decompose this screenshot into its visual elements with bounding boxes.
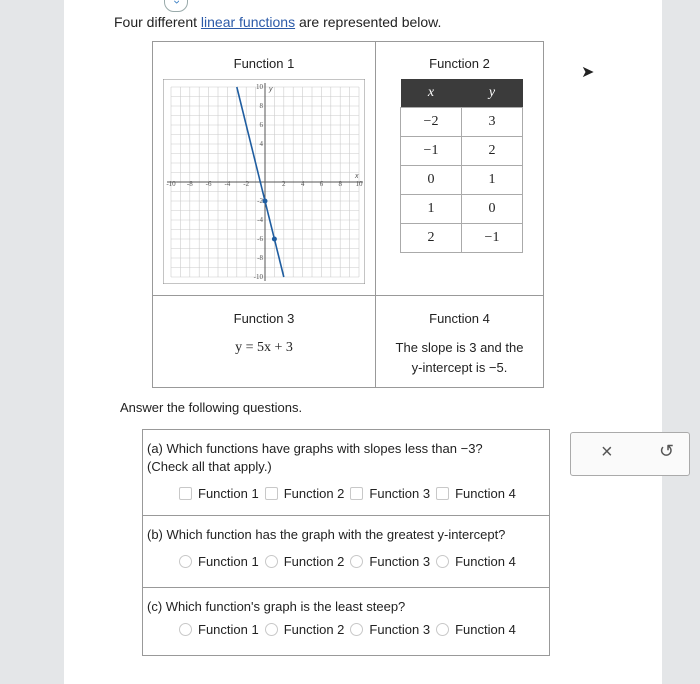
x-tick-label: 6 <box>319 180 324 188</box>
y-axis-label: y <box>269 86 273 93</box>
y-tick-label: -2 <box>257 197 263 205</box>
functions-table <box>152 41 544 388</box>
question-b-text: (b) Which function has the graph with the greatest y-intercept? <box>147 527 506 542</box>
radio-icon[interactable] <box>436 623 449 636</box>
table-row <box>401 137 523 166</box>
function-3-equation: y = 5x + 3 <box>235 340 293 355</box>
checkbox-function-2[interactable] <box>265 486 345 501</box>
question-a-line2: (Check all that apply.) <box>147 459 272 474</box>
question-a-options <box>179 486 522 501</box>
radio-function-1[interactable] <box>179 554 259 569</box>
function-4-cell <box>376 296 543 387</box>
x-tick-label: 4 <box>300 180 305 188</box>
function-3-title: Function 3 <box>233 311 295 326</box>
option-label: Function 3 <box>369 622 431 637</box>
question-a-line1: (a) Which functions have graphs with slopes less than −3? <box>147 441 483 456</box>
y-tick-label: -10 <box>253 273 263 281</box>
y-tick-label: -4 <box>257 216 263 224</box>
mouse-cursor-icon: ➤ <box>581 64 595 81</box>
linear-functions-link[interactable]: linear functions <box>200 14 296 30</box>
x-cell: 2 <box>401 224 462 253</box>
x-tick-label: -4 <box>224 180 231 188</box>
x-cell: −2 <box>401 108 462 137</box>
option-label: Function 4 <box>455 486 516 501</box>
checkbox-function-1[interactable] <box>179 486 259 501</box>
checkbox-icon[interactable] <box>436 487 449 500</box>
x-tick-label: -2 <box>243 180 250 188</box>
answer-actions <box>570 432 690 476</box>
radio-function-4[interactable] <box>436 622 516 637</box>
question-c <box>142 588 550 656</box>
option-label: Function 4 <box>455 622 516 637</box>
x-cell: 0 <box>401 166 462 195</box>
right-margin <box>662 0 700 684</box>
collapse-chevron-icon[interactable]: ‹ <box>164 0 188 12</box>
radio-function-4[interactable] <box>436 554 516 569</box>
x-tick-label: -6 <box>205 180 212 188</box>
option-label: Function 2 <box>283 622 345 637</box>
x-header: x <box>401 79 462 108</box>
radio-function-1[interactable] <box>179 622 259 637</box>
radio-icon[interactable] <box>179 555 192 568</box>
y-tick-label: 4 <box>259 140 263 148</box>
radio-icon[interactable] <box>350 555 363 568</box>
function-2-title: Function 2 <box>429 56 490 71</box>
y-tick-label: 8 <box>259 102 263 110</box>
function-3-cell <box>153 296 376 387</box>
question-a-text <box>147 440 483 476</box>
answer-prompt: Answer the following questions. <box>120 400 303 415</box>
function-4-description <box>376 338 543 378</box>
option-label: Function 2 <box>283 554 345 569</box>
option-label: Function 3 <box>369 486 431 501</box>
question-c-options <box>179 622 522 637</box>
x-tick-label: 8 <box>338 180 342 188</box>
y-tick-label: -6 <box>257 235 263 243</box>
y-cell: −1 <box>462 224 523 253</box>
function-1-graph <box>163 79 365 284</box>
x-tick-label: -8 <box>186 180 193 188</box>
y-tick-label: 10 <box>256 83 263 91</box>
x-tick-label: 10 <box>355 180 363 188</box>
table-row <box>401 224 523 253</box>
function-2-table <box>400 79 523 253</box>
radio-function-2[interactable] <box>265 554 345 569</box>
radio-icon[interactable] <box>179 623 192 636</box>
x-tick-label: 2 <box>282 180 286 188</box>
function-2-cell <box>376 42 543 296</box>
table-row <box>401 166 523 195</box>
function-1-cell <box>153 42 376 296</box>
radio-function-3[interactable] <box>350 622 430 637</box>
radio-function-2[interactable] <box>265 622 345 637</box>
checkbox-icon[interactable] <box>265 487 278 500</box>
function-4-title: Function 4 <box>429 311 490 326</box>
data-point <box>263 199 268 204</box>
question-b-options <box>179 554 522 569</box>
y-cell: 2 <box>462 137 523 166</box>
option-label: Function 2 <box>283 486 345 501</box>
undo-icon[interactable]: ↺ <box>659 441 675 461</box>
checkbox-icon[interactable] <box>350 487 363 500</box>
radio-icon[interactable] <box>350 623 363 636</box>
intro-text <box>114 14 441 30</box>
intro-prefix: Four different <box>114 14 201 30</box>
radio-function-3[interactable] <box>350 554 430 569</box>
y-cell: 3 <box>462 108 523 137</box>
question-b <box>142 516 550 588</box>
y-cell: 0 <box>462 195 523 224</box>
checkbox-function-3[interactable] <box>350 486 430 501</box>
intro-suffix: are represented below. <box>295 14 442 30</box>
x-tick-label: -10 <box>166 180 176 188</box>
y-tick-label: 6 <box>259 121 263 129</box>
clear-icon[interactable]: × <box>601 441 613 463</box>
option-label: Function 4 <box>455 554 516 569</box>
x-cell: −1 <box>401 137 462 166</box>
table-row <box>401 108 523 137</box>
y-cell: 1 <box>462 166 523 195</box>
radio-icon[interactable] <box>265 555 278 568</box>
checkbox-function-4[interactable] <box>436 486 516 501</box>
x-cell: 1 <box>401 195 462 224</box>
function-4-line2: y-intercept is −5. <box>411 360 508 375</box>
radio-icon[interactable] <box>265 623 278 636</box>
radio-icon[interactable] <box>436 555 449 568</box>
left-margin <box>0 0 64 684</box>
option-label: Function 1 <box>198 622 259 637</box>
y-tick-label: -8 <box>257 254 263 262</box>
checkbox-icon[interactable] <box>179 487 192 500</box>
option-label: Function 1 <box>198 554 259 569</box>
function-4-line1: The slope is 3 and the <box>395 340 524 355</box>
x-axis-label: x <box>355 173 359 180</box>
question-c-text: (c) Which function's graph is the least steep? <box>147 599 406 614</box>
data-point <box>272 237 277 242</box>
question-a <box>142 429 550 516</box>
option-label: Function 1 <box>198 486 259 501</box>
table-row <box>401 195 523 224</box>
y-header: y <box>462 79 523 108</box>
option-label: Function 3 <box>369 554 431 569</box>
function-1-title: Function 1 <box>233 56 295 71</box>
